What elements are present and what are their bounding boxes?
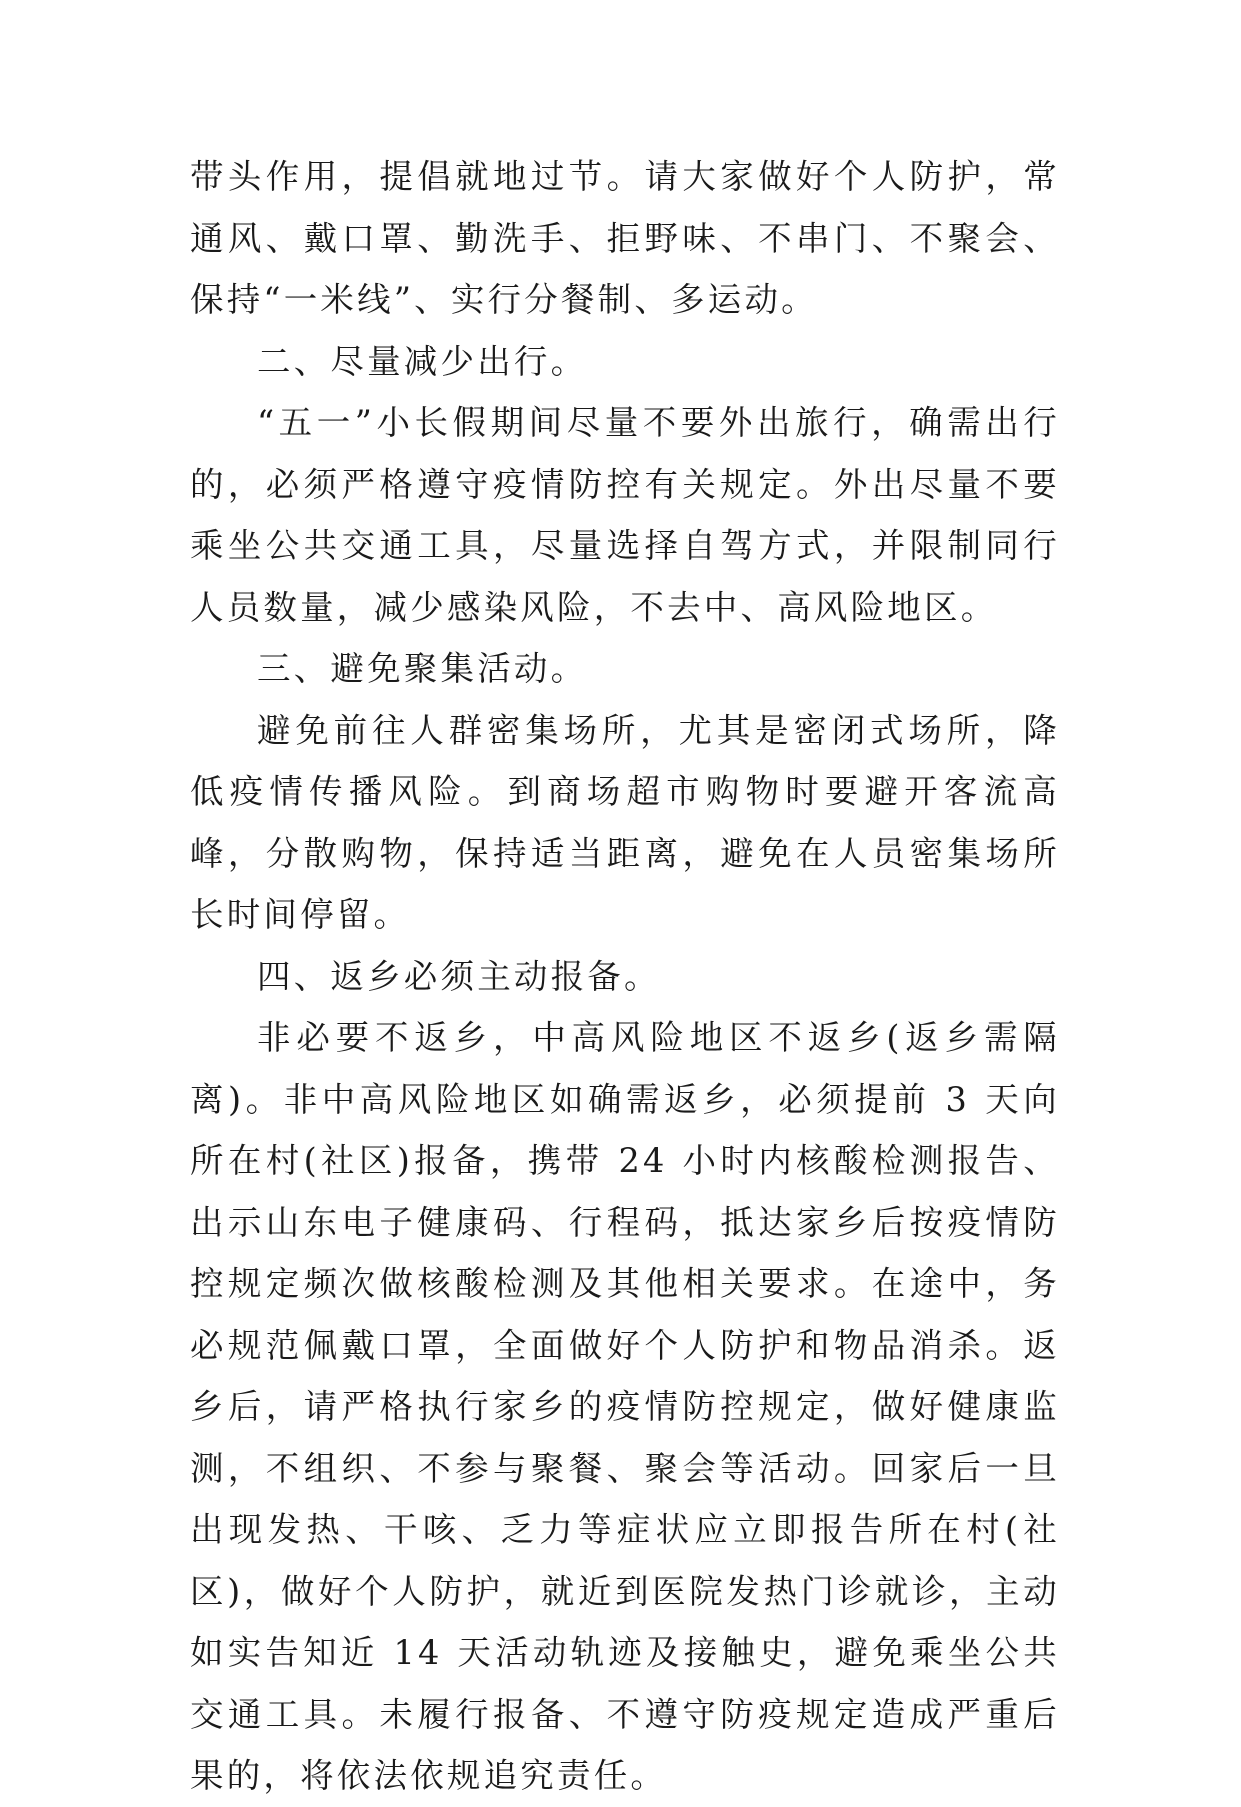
paragraph-return-home-report: 非必要不返乡，中高风险地区不返乡(返乡需隔离)。非中高风险地区如确需返乡，必须提前 3 天向所在村(社区)报备，携带 24 小时内核酸检测报告、出示山东电子健康码、行程码，抵达家乡后按疫情防控规定频次做核酸检测及其他相关要求。在途中，务必规范佩戴口罩，全面做好个人防护和物品消杀。返乡后，请严格执行家乡的疫情防控规定，做好健康监测，不组织、不参与聚餐、聚会等活动。回家后一旦出现发热、干咳、乏力等症状应立即报告所在村(社区)，做好个人防护，就近到医院发热门诊就诊，主动如实告知近 14 天活动轨迹及接触史，避免乘坐公共交通工具。未履行报备、不遵守防疫规定造成严重后果的，将依法依规追究责任。	[190, 1018, 1060, 1795]
paragraph-continuation: 带头作用，提倡就地过节。请大家做好个人防护，常通风、戴口罩、勤洗手、拒野味、不串门、不聚会、保持“一米线”、实行分餐制、多运动。	[190, 157, 1060, 319]
paragraph-reduce-travel: “五一”小长假期间尽量不要外出旅行，确需出行的，必须严格遵守疫情防控有关规定。外出尽量不要乘坐公共交通工具，尽量选择自驾方式，并限制同行人员数量，减少感染风险，不去中、高风险地区。	[190, 403, 1060, 627]
document-body	[190, 146, 1060, 1807]
paragraph-avoid-gathering: 避免前往人群密集场所，尤其是密闭式场所，降低疫情传播风险。到商场超市购物时要避开客流高峰，分散购物，保持适当距离，避免在人员密集场所长时间停留。	[190, 710, 1060, 934]
section-heading-3: 三、避免聚集活动。	[257, 649, 588, 688]
section-heading-4: 四、返乡必须主动报备。	[257, 956, 661, 996]
section-heading-2: 二、尽量减少出行。	[257, 341, 588, 381]
